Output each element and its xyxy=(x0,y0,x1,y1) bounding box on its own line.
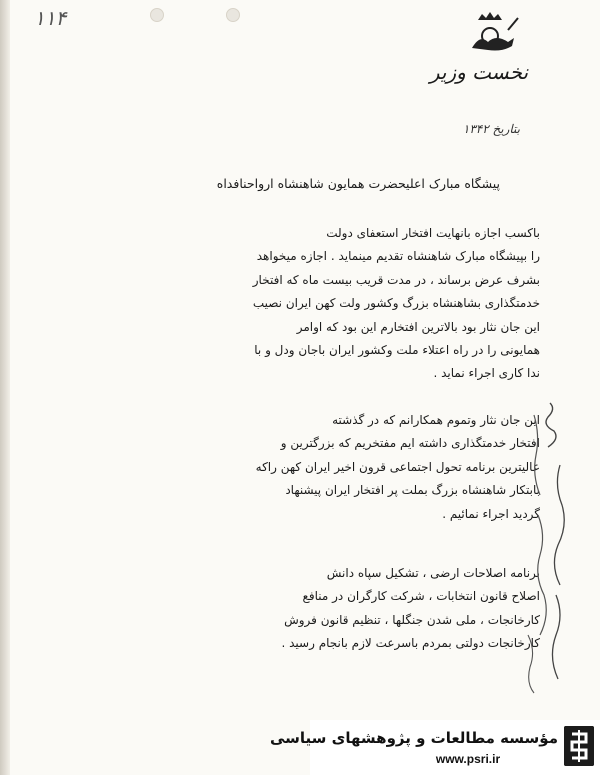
text-line: افتخار خدمتگذاری داشته ایم مفتخریم که بزرگترین و xyxy=(280,436,540,451)
text-line: عالیترین برنامه تحول اجتماعی قرون اخیر ایران کهن راکه xyxy=(255,459,540,474)
document-number: ۱۱۴ xyxy=(34,6,67,30)
text-line: بشرف عرض برساند ، در مدت قریب بیست ماه که افتخار xyxy=(252,272,540,287)
text-line: کارخانجات ، ملی شدن جنگلها ، تنظیم قانون فروش xyxy=(284,612,540,627)
text-line: برنامه اصلاحات ارضی ، تشکیل سپاه دانش xyxy=(326,566,540,580)
office-title: نخست وزیر xyxy=(429,60,529,84)
salutation: پیشگاه مبارک اعلیحضرت همایون شاهنشاه ارواحنافداه xyxy=(216,176,500,191)
lion-and-sun-emblem-icon xyxy=(468,12,522,54)
text-line: بابتکار شاهنشاه بزرگ بملت پر افتخار ایران پیشنهاد xyxy=(285,483,540,498)
handwritten-margin-notes xyxy=(520,395,580,695)
text-line: همایونی را در راه اعتلاء ملت وکشور ایران باجان ودل و با xyxy=(254,342,540,357)
paragraph-1 xyxy=(240,222,540,386)
paragraph-3 xyxy=(240,562,540,656)
punch-hole xyxy=(226,8,240,22)
punch-hole xyxy=(150,8,164,22)
text-line: اصلاح قانون انتخابات ، شرکت کارگران در منافع xyxy=(302,589,540,604)
text-line: این جان نثار وتموم همکارانم که در گذشته xyxy=(332,413,540,427)
text-line: ندا کاری اجراء نماید . xyxy=(433,366,540,381)
page-edge-shadow xyxy=(0,0,10,775)
paragraph-2 xyxy=(240,409,540,526)
institute-url[interactable]: www.psri.ir xyxy=(435,752,501,766)
text-line: کارخانجات دولتی بمردم باسرعت لازم بانجام رسید . xyxy=(281,636,540,651)
text-line: این جان نثار بود بالاترین افتخارم این بود که اوامر xyxy=(296,319,540,334)
text-line: گردید اجراء نمائیم . xyxy=(442,506,540,521)
psri-logo-icon xyxy=(564,726,594,766)
text-line: باکسب اجازه بانهایت افتخار استعفای دولت xyxy=(326,226,540,240)
text-line: را بپیشگاه مبارک شاهنشاه تقدیم مینماید . اجازه میخواهد xyxy=(256,249,540,264)
document-date: بتاریخ ۱۳۴۲ xyxy=(462,122,520,136)
institute-name: مؤسسه مطالعات و پژوهشهای سیاسی xyxy=(269,729,558,747)
text-line: خدمتگذاری بشاهنشاه بزرگ وکشور ولت کهن ایران نصیب xyxy=(252,296,540,311)
